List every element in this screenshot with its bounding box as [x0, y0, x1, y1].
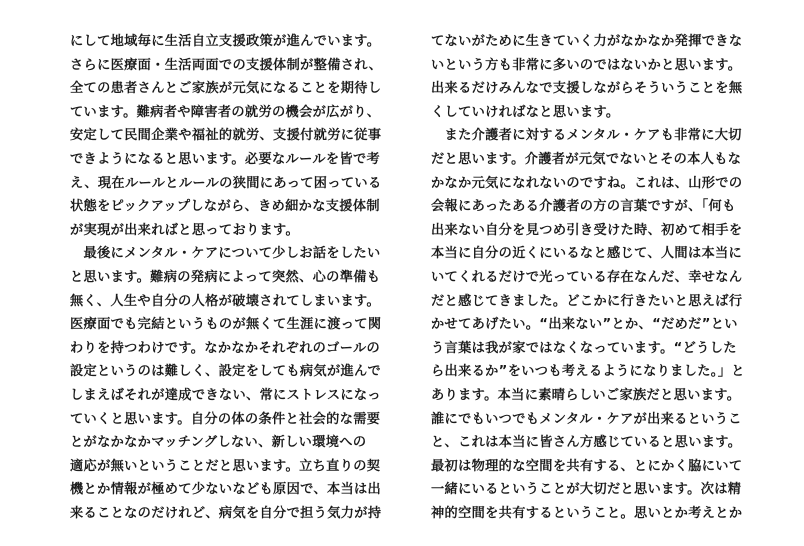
text-line: え、現在ルールとルールの狭間にあって困っている: [70, 175, 382, 191]
text-line: が実現が出来ればと思っております。: [70, 222, 300, 238]
left-text-column: [70, 30, 388, 525]
text-line: にして地域毎に生活自立支援政策が進んでいます。: [70, 34, 381, 49]
text-line: わりを持つわけです。なかなかそれぞれのゴールの: [70, 340, 381, 356]
text-line: また介護者に対するメンタル・ケアも非常に大切: [431, 128, 742, 144]
text-line: 医療面でも完結というものが無くて生涯に渡って関: [70, 317, 382, 333]
text-line: 機とか情報が極めて少ないなども原因で、本当は出: [70, 482, 382, 498]
text-line: ています。難病者や障害者の就労の機会が広がり、: [70, 104, 381, 120]
text-line: 出来るだけみんなで支援しながらそういうことを無: [431, 81, 743, 97]
text-line: 来ることなのだけれど、病気を自分で担う気力が持: [70, 505, 382, 521]
text-line: てないがために生きていく力がなかなか発揮できな: [431, 34, 743, 49]
text-line: 誰にでもいつでもメンタル・ケアが出来るというこ: [431, 411, 742, 427]
text-line: あります。本当に素晴らしいご家族だと思います。: [431, 387, 741, 403]
text-line: ていくと思います。自分の体の条件と社会的な需要: [70, 411, 381, 427]
text-line: いてくれるだけで光っている存在なんだ、幸せなん: [431, 269, 743, 285]
text-line: 適応が無いということだと思います。立ち直りの契: [70, 458, 381, 474]
text-line: 出来ない自分を見つめ引き受けた時、初めて相手を: [431, 222, 743, 238]
text-line: かせてあげたい。“出来ない”とか、“だめだ”とい: [431, 317, 738, 333]
text-line: 一緒にいるということが大切だと思います。次は精: [431, 482, 742, 498]
text-line: 会報にあったある介護者の方の言葉ですが、「何も: [431, 199, 736, 215]
text-line: とがなかなかマッチングしない、新しい環境への: [70, 435, 367, 451]
text-line: う言葉は我が家ではなくなっています。“どうした: [431, 340, 737, 356]
text-line: 無く、人生や自分の人格が破壊されてしまいます。: [70, 293, 381, 309]
text-line: しまえばそれが達成できない、常にストレスになっ: [70, 387, 381, 403]
text-line: さらに医療面・生活両面での支援体制が整備され、: [70, 57, 383, 73]
text-line: と思います。難病の発病によって突然、心の準備も: [70, 269, 381, 285]
text-line: 最後にメンタル・ケアについて少しお話をしたい: [70, 246, 381, 262]
text-line: 状態をピックアップしながら、きめ細かな支援体制: [70, 199, 380, 215]
text-line: 安定して民間企業や福祉的就労、支援付就労に従事: [70, 128, 382, 144]
text-line: だと思います。介護者が元気でないとその本人もな: [431, 151, 742, 167]
text-line: 設定というのは難しく、設定をしても病気が進んで: [70, 364, 382, 380]
text-line: かなか元気になれないのですね。これは、山形での: [431, 175, 743, 191]
text-line: くしていければなと思います。: [431, 104, 620, 120]
text-line: いという方も非常に多いのではないかと思います。: [431, 57, 742, 73]
text-line: 全ての患者さんとご家族が元気になることを期待し: [70, 81, 382, 97]
text-line: できようになると思います。必要なルールを皆で考: [70, 151, 381, 167]
right-text-column: [431, 30, 749, 525]
text-line: と、これは本当に皆さん方感じていると思います。: [431, 435, 742, 451]
text-line: ら出来るか”をいつも考えるようになりました。」と: [431, 364, 745, 380]
text-line: 神的空間を共有するということ。思いとか考えとか: [431, 505, 743, 521]
text-line: 本当に自分の近くにいるなと感じて、人間は本当に: [431, 246, 743, 262]
text-line: だと感じてきました。どこかに行きたいと思えば行: [431, 293, 743, 309]
text-line: 最初は物理的な空間を共有する、とにかく脇にいて: [431, 458, 743, 474]
